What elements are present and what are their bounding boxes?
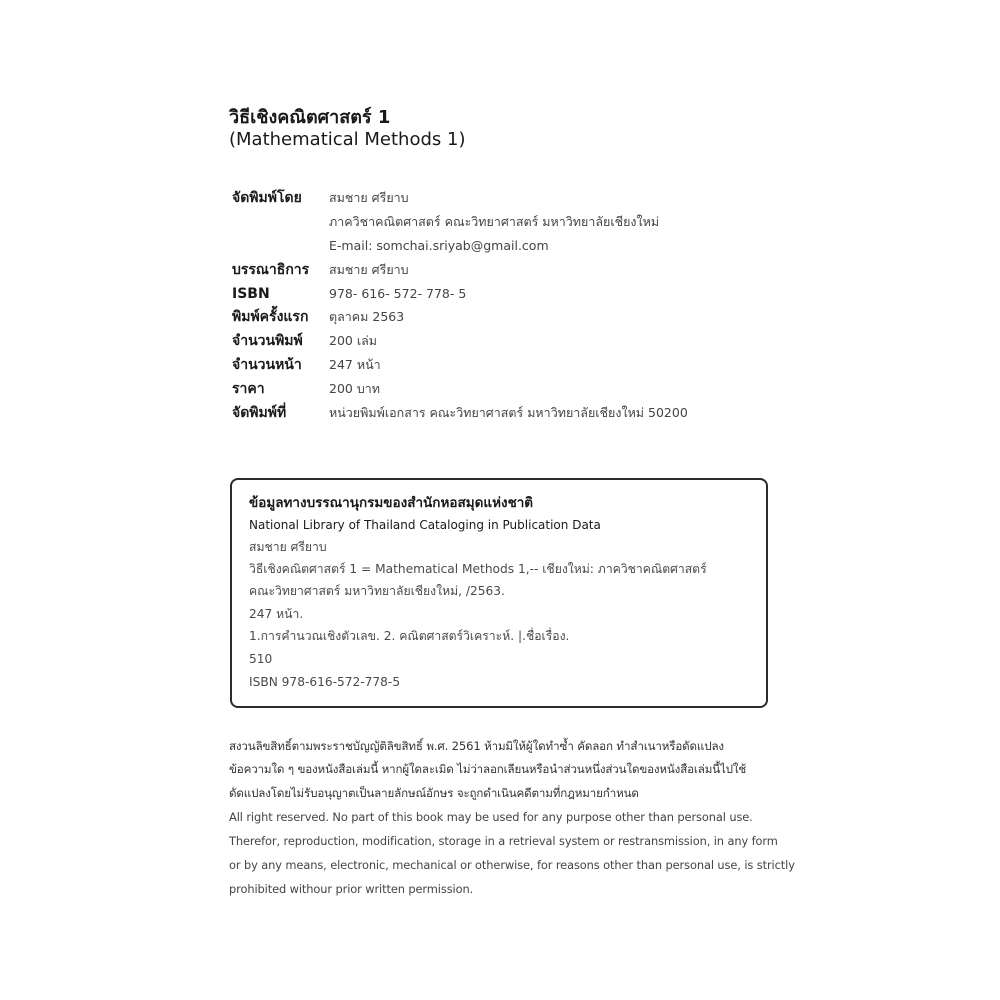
book-title-thai: วิธีเชิงคณิตศาสตร์ 1 [229,107,391,128]
first-print-row [232,305,792,329]
cip-publisher-line: คณะวิทยาศาสตร์ มหาวิทยาลัยเชียงใหม่, /2563. [249,584,505,599]
publisher-name: สมชาย ศรียาบ [329,189,409,205]
page-count-value: 247 หน้า [329,357,381,373]
copyright-english-line: prohibited withour prior written permission. [229,881,474,896]
price-row [232,377,792,401]
publisher-department: ภาควิชาคณิตศาสตร์ คณะวิทยาศาสตร์ มหาวิทยาลัยเชียงใหม่ [329,213,660,229]
cip-isbn: ISBN 978-616-572-778-5 [249,674,401,689]
copyright-thai-line: สงวนลิขสิทธิ์ตามพระราชบัญญัติลิขสิทธิ์ พ.ศ. 2561 ห้ามมิให้ผู้ใดทำซ้ำ คัดลอก ทำสำเนาหรือดัดแปลง [229,738,724,753]
cip-classification: 510 [249,652,273,667]
isbn-value: 978- 616- 572- 778- 5 [329,286,467,301]
cataloging-in-publication-box [230,478,768,708]
page-count-row [232,353,792,377]
copyright-english-line: All right reserved. No part of this book may be used for any purpose other than personal use. [229,810,753,825]
printer-value: หน่วยพิมพ์เอกสาร คณะวิทยาศาสตร์ มหาวิทยาลัยเชียงใหม่ 50200 [329,404,688,420]
editor-row [232,258,792,282]
cip-title-line: วิธีเชิงคณิตศาสตร์ 1 = Mathematical Methods 1,-- เชียงใหม่: ภาควิชาคณิตศาสตร์ [249,562,707,577]
isbn-row [232,282,792,306]
cip-heading-english: National Library of Thailand Cataloging in Publication Data [249,518,601,532]
editor-label: บรรณาธิการ [232,261,310,278]
cip-subjects: 1.การคำนวณเชิงตัวเลข. 2. คณิตศาสตร์วิเคราะห์. |.ชื่อเรื่อง. [249,629,570,644]
book-title-english: (Mathematical Methods 1) [229,129,466,150]
cip-pages: 247 หน้า. [249,606,304,621]
printer-row [232,401,792,425]
copyright-thai-line: ดัดแปลงโดยไม่รับอนุญาตเป็นลายลักษณ์อักษร จะถูกดำเนินคดีตามที่กฎหมายกำหนด [229,785,639,800]
publication-info [232,186,792,425]
printer-label: จัดพิมพ์ที่ [232,404,287,421]
copyright-notice [229,735,795,901]
cip-heading-thai: ข้อมูลทางบรรณานุกรมของสำนักหอสมุดแห่งชาติ [249,495,534,511]
copyright-english-line: or by any means, electronic, mechanical or otherwise, for reasons other than personal use, is strictly [229,857,795,872]
first-print-label: พิมพ์ครั้งแรก [232,309,309,326]
print-count-label: จำนวนพิมพ์ [232,333,303,350]
copyright-thai-line: ข้อความใด ๆ ของหนังสือเล่มนี้ หากผู้ใดละเมิด ไม่ว่าลอกเลียนหรือนำส่วนหนึ่งส่วนใดของหนังสือเล่มนี้ไปใช้ [229,762,747,777]
publisher-row [232,186,792,258]
price-label: ราคา [232,381,265,398]
print-count-row [232,329,792,353]
price-value: 200 บาท [329,381,381,397]
editor-value: สมชาย ศรียาบ [329,261,409,277]
isbn-label: ISBN [232,285,270,302]
page-count-label: จำนวนหน้า [232,357,302,374]
copyright-english-line: Therefor, reproduction, modification, storage in a retrieval system or restransmission, in any form [229,834,778,849]
first-print-value: ตุลาคม 2563 [329,309,405,325]
publisher-email: E-mail: somchai.sriyab@gmail.com [329,238,549,254]
publisher-label: จัดพิมพ์โดย [232,189,302,206]
print-count-value: 200 เล่ม [329,333,378,349]
cip-author: สมชาย ศรียาบ [249,539,327,554]
publisher-values [329,186,659,258]
